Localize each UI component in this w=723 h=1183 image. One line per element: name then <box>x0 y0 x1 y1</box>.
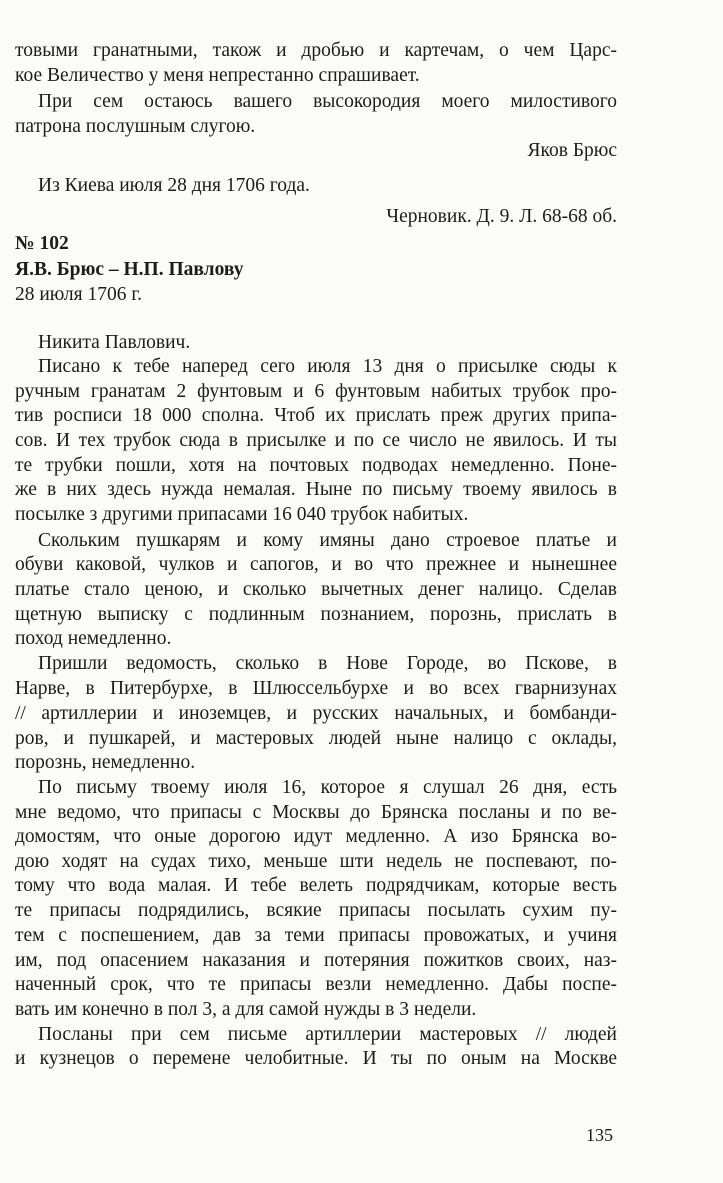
text-line: // артиллерии и иноземцев, и русских начальных, и бомбанди- <box>15 703 617 724</box>
page-number: 135 <box>586 1125 613 1145</box>
text-line: те трубки пошли, хотя на почтовых подводах немедленно. Поне- <box>15 455 617 476</box>
text-line: тем с поспешением, дав за теми припасы провожатых, и учиня <box>15 925 617 946</box>
text-line: обуви каковой, чулков и сапогов, и во что прежнее и нынешнее <box>15 554 617 575</box>
text-line: патрона послушным слугою. <box>15 116 256 137</box>
text-line: Нарве, в Питербурхе, в Шлюссельбурхе и во всех гварнизунах <box>15 678 617 699</box>
text-line: вать им конечно в пол 3, а для самой нужды в 3 недели. <box>15 999 477 1020</box>
text-line: 28 июля 1706 г. <box>15 284 143 305</box>
text-line: кое Величество у меня непрестанно спрашивает. <box>15 65 420 86</box>
text-line: домостям, что оные дорогою идут медленно. А изо Брянска во- <box>15 826 617 847</box>
text-line: те припасы подрядились, всякие припасы посылать сухим пу- <box>15 900 617 921</box>
text-line: тив росписи 18 000 сполна. Чтоб их прислать преж других припа- <box>15 405 617 426</box>
text-line: № 102 <box>15 233 69 254</box>
text-line: сов. И тех трубок сюда в присылке и по се число не явилось. И ты <box>15 430 617 451</box>
text-line: товыми гранатными, також и дробью и картечам, о чем Царс- <box>15 40 617 61</box>
text-line: По письму твоему июля 16, которое я слушал 26 дня, есть <box>38 777 617 798</box>
text-line: мне ведомо, что припасы с Москвы до Брянска посланы и по ве- <box>15 802 617 823</box>
text-line: Черновик. Д. 9. Л. 68-68 об. <box>386 206 617 227</box>
text-line: При сем остаюсь вашего высокородия моего милостивого <box>38 91 617 112</box>
text-line: им, под опасением наказания и потеряния пожитков своих, наз- <box>15 950 617 971</box>
text-line: Пришли ведомость, сколько в Нове Городе, во Пскове, в <box>38 653 617 674</box>
text-line: щетную выписку с подлинным познанием, порознь, прислать в <box>15 604 617 625</box>
text-line: Я.В. Брюс – Н.П. Павлову <box>15 259 244 280</box>
text-line: порознь, немедленно. <box>15 752 196 773</box>
text-line: поход немедленно. <box>15 628 172 649</box>
text-line: Писано к тебе наперед сего июля 13 дня о присылке сюды к <box>38 356 617 377</box>
text-line: Скольким пушкарям и кому имяны дано строевое платье и <box>38 530 617 551</box>
text-line: Никита Павлович. <box>38 332 191 353</box>
text-line: же в них здесь нужда немалая. Ныне по письму твоему явилось в <box>15 479 617 500</box>
text-line: и кузнецов о перемене челобитные. И ты по оным на Москве <box>15 1048 617 1069</box>
text-line: ров, и пушкарей, и мастеровых людей ныне налицо с оклады, <box>15 728 617 749</box>
text-line: ручным гранатам 2 фунтовым и 6 фунтовым набитых трубок про- <box>15 381 617 402</box>
text-line: Яков Брюс <box>527 140 617 161</box>
text-line: дою ходят на судах тихо, меньше шти недель не поспевают, по- <box>15 851 617 872</box>
text-line: тому что вода малая. И тебе велеть подрядчикам, которые весть <box>15 875 617 896</box>
text-line: Из Киева июля 28 дня 1706 года. <box>38 175 310 196</box>
text-line: наченный срок, что те припасы везли немедленно. Дабы поспе- <box>15 974 617 995</box>
text-line: Посланы при сем письме артиллерии мастеровых // людей <box>38 1024 617 1045</box>
text-line: посылке з другими припасами 16 040 трубок набитых. <box>15 504 469 525</box>
text-line: платье стало ценою, и сколько вычетных денег налицо. Сделав <box>15 579 617 600</box>
